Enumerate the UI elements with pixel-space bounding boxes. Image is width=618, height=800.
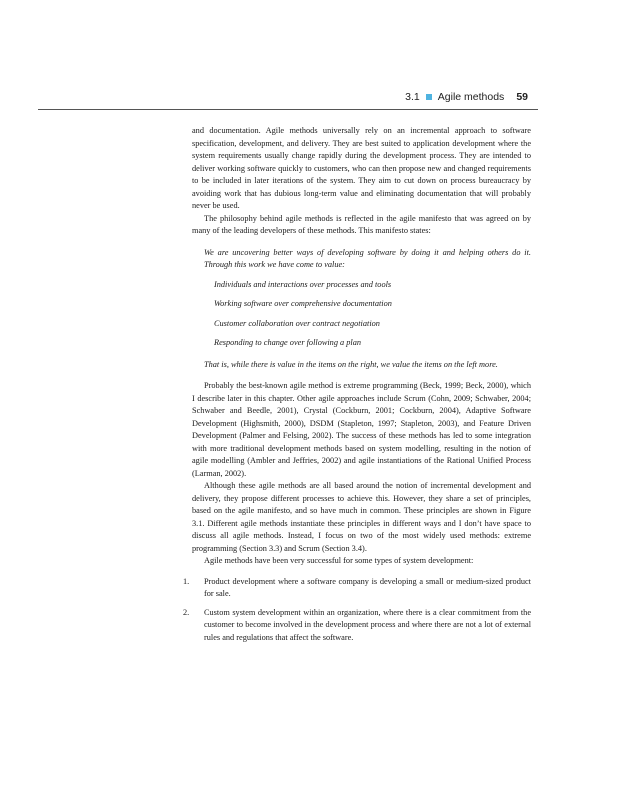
header-rule <box>38 109 538 110</box>
section-title: Agile methods <box>437 91 505 103</box>
manifesto-value: Individuals and interactions over processes and tools <box>214 279 392 289</box>
paragraph-3: Probably the best-known agile method is extreme programming (Beck, 1999; Beck, 2000), which I describe later in this chapter. Other agile approaches include Scrum (Cohn, 2009; Schwaber, 2004; Schwaber and Beedle, 2001), Crystal (Cockburn, 2001; Cockburn, 2004), Adaptive Software Development (Highsmith, 2000), DSDM (Stapleton, 1997; Stapleton, 2003), and Feature Driven Development (Palmer and Felsing, 2002). The success of these methods has led to some integration with more traditional development methods based on system modelling, resulting in the notion of agile modelling (Ambler and Jeffries, 2002) and agile instantiations of the Rational Unified Process (Larman, 2002). <box>192 381 531 478</box>
page-body <box>183 125 531 650</box>
manifesto-intro: We are uncovering better ways of developing software by doing it and helping others do it. Through this work we have come to value: <box>204 247 531 269</box>
paragraph-5: Agile methods have been very successful for some types of system development: <box>204 556 474 565</box>
paragraph-4: Although these agile methods are all based around the notion of incremental development and delivery, they propose different processes to achieve this. However, they share a set of principles, based on the agile manifesto, and so have much in common. These principles are shown in Figure 3.1. Different agile methods instantiate these principles in different ways and I don’t have space to discuss all agile methods. Instead, I focus on two of the most widely used methods: extreme programming (Section 3.3) and Scrum (Section 3.4). <box>192 481 531 553</box>
agile-manifesto-quote <box>192 247 531 372</box>
manifesto-closing: That is, while there is value in the items on the right, we value the items on the left more. <box>204 359 498 369</box>
manifesto-value: Responding to change over following a plan <box>214 338 362 347</box>
manifesto-value: Working software over comprehensive documentation <box>214 299 392 308</box>
running-header <box>405 91 528 103</box>
list-text: Product development where a software company is developing a small or medium-sized product for sale. <box>204 576 531 598</box>
list-item <box>183 607 531 645</box>
manifesto-value: Customer collaboration over contract negotiation <box>214 318 380 328</box>
list-number: 2. <box>183 607 190 617</box>
list-text: Custom system development within an organization, where there is a clear commitment from the customer to become involved in the development process and where there are not a lot of external rules and regulations that affect the software. <box>204 607 531 642</box>
section-marker-square-icon <box>426 94 432 100</box>
development-types-list <box>183 576 531 645</box>
list-item <box>183 576 531 601</box>
list-number: 1. <box>183 576 190 586</box>
section-number: 3.1 <box>405 91 420 103</box>
page-number: 59 <box>516 91 528 103</box>
paragraph-2: The philosophy behind agile methods is reflected in the agile manifesto that was agreed on by many of the leading developers of these methods. This manifesto states: <box>192 213 531 235</box>
paragraph-1: and documentation. Agile methods universally rely on an incremental approach to software specification, development, and delivery. They are best suited to application development where the system requirements usually change rapidly during the development process. They are intended to deliver working software quickly to customers, who can then propose new and changed requirements to be included in later iterations of the system. They aim to cut down on process bureaucracy by avoiding work that has dubious long-term value and eliminating documentation that will probably never be used. <box>192 126 531 210</box>
